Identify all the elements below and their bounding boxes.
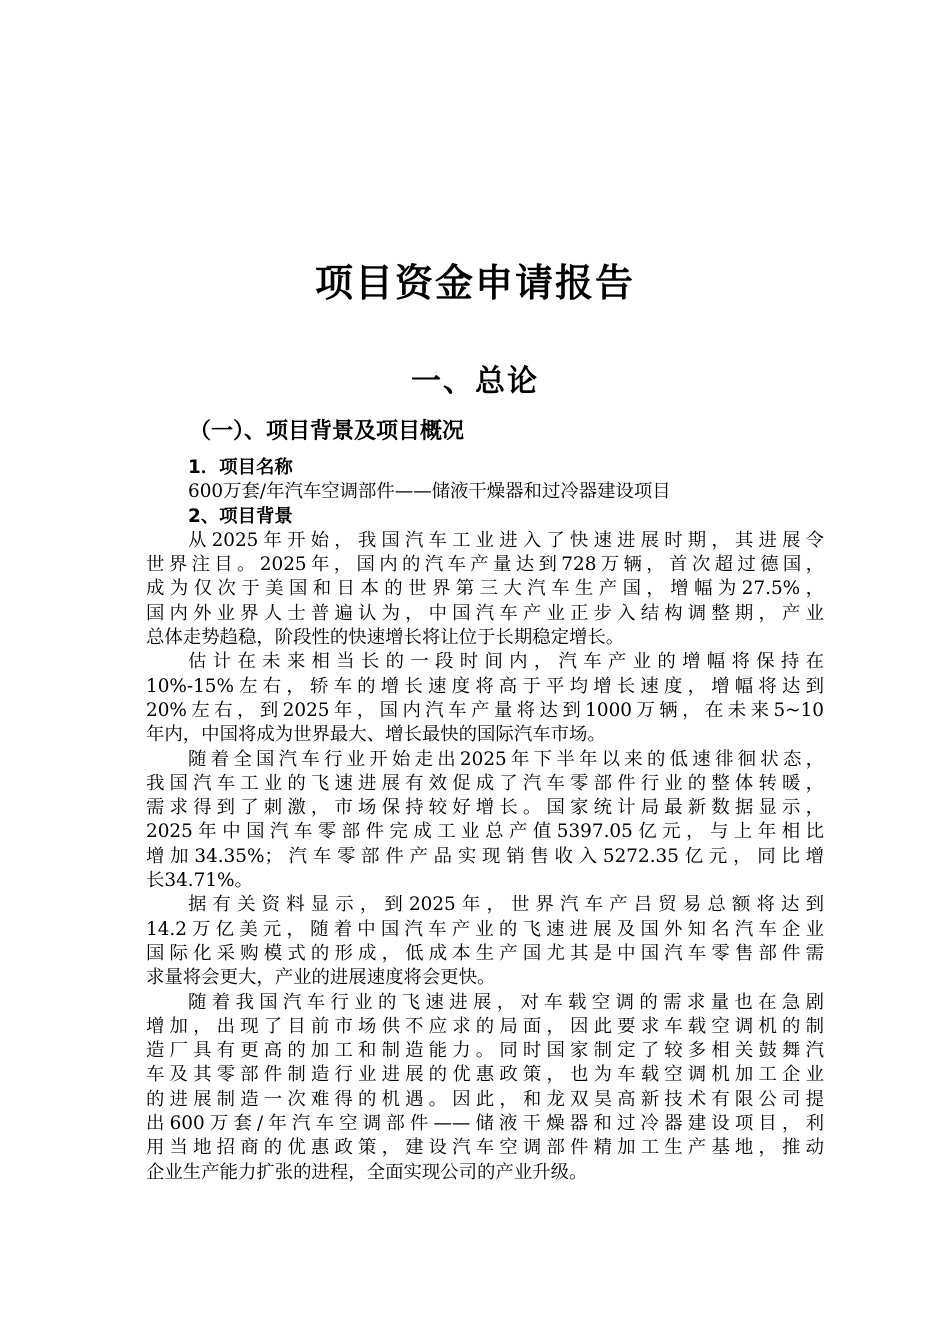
paragraph-line: 增加，出现了目前市场供不应求的局面，因此要求车载空调机的制 — [146, 1015, 824, 1037]
body-paragraph — [146, 529, 824, 650]
paragraph-line: 随着全国汽车行业开始走出2025年下半年以来的低速徘徊状态， — [188, 748, 824, 770]
paragraph-line: 出600万套/年汽车空调部件——储液干燥器和过冷器建设项目，利 — [146, 1113, 824, 1135]
document-title: 项目资金申请报告 — [314, 261, 635, 305]
body-paragraph — [146, 650, 824, 747]
report-body — [146, 456, 824, 1185]
paragraph-line: 世界注目。2025年，国内的汽车产量达到728万辆，首次超过德国， — [146, 554, 824, 576]
paragraph-line: 从2025年开始，我国汽车工业进入了快速进展时期，其进展令 — [188, 529, 824, 551]
paragraph-line: 长34.71%。 — [146, 870, 253, 892]
paragraph-line: 10%-15%左右，轿车的增长速度将高于平均增长速度，增幅将达到 — [146, 675, 824, 697]
project-name-text: 600万套/年汽车空调部件——储液干燥器和过冷器建设项目 — [188, 481, 671, 503]
paragraph-line: 国际化采购模式的形成，低成本生产国尤其是中国汽车零售部件需 — [146, 942, 824, 964]
paragraph-line: 国内外业界人士普遍认为，中国汽车产业正步入结构调整期，产业 — [146, 602, 824, 624]
paragraph-line: 据有关资料显示，到2025年，世界汽车产吕贸易总额将达到 — [188, 894, 824, 916]
paragraph-line: 我国汽车工业的飞速进展有效促成了汽车零部件行业的整体转暖， — [146, 772, 824, 794]
item2-heading: 2、项目背景 — [188, 505, 293, 527]
paragraph-line: 需求得到了刺激，市场保持较好增长。国家统计局最新数据显示， — [146, 797, 824, 819]
body-paragraph — [146, 991, 824, 1185]
paragraph-line: 年内，中国将成为世界最大、增长最快的国际汽车市场。 — [146, 724, 606, 746]
paragraph-line: 增加34.35%；汽车零部件产品实现销售收入5272.35亿元，同比增 — [146, 845, 824, 867]
section-title: （一）、项目背景及项目概况 — [189, 419, 465, 444]
paragraph-line: 成为仅次于美国和日本的世界第三大汽车生产国，增幅为27.5%， — [146, 578, 824, 600]
paragraph-line: 20%左右，到2025年，国内汽车产量将达到1000万辆，在未来5~10 — [146, 699, 824, 721]
paragraph-line: 14.2万亿美元，随着中国汽车产业的飞速进展及国外知名汽车企业 — [146, 918, 824, 940]
paragraph-line: 企业生产能力扩张的进程，全面实现公司的产业升级。 — [146, 1161, 588, 1183]
paragraph-line: 求量将会更大，产业的进展速度将会更快。 — [146, 967, 496, 989]
paragraph-line: 的进展制造一次难得的机遇。因此，和龙双昊高新技术有限公司提 — [146, 1088, 824, 1110]
paragraph-line: 用当地招商的优惠政策，建设汽车空调部件精加工生产基地，推动 — [146, 1137, 824, 1159]
chapter-title: 一、总论 — [411, 364, 539, 399]
paragraph-line: 造厂具有更高的加工和制造能力。同时国家制定了较多相关鼓舞汽 — [146, 1040, 824, 1062]
body-paragraph — [146, 893, 824, 990]
item1-heading: 1．项目名称 — [188, 457, 293, 478]
body-paragraph — [146, 748, 824, 894]
background-paragraphs — [146, 529, 824, 1185]
paragraph-line: 总体走势趋稳，阶段性的快速增长将让位于长期稳定增长。 — [146, 627, 625, 649]
paragraph-line: 估计在未来相当长的一段时间内，汽车产业的增幅将保持在 — [188, 651, 824, 673]
paragraph-line: 2025年中国汽车零部件完成工业总产值5397.05亿元，与上年相比 — [146, 821, 824, 843]
paragraph-line: 车及其零部件制造行业进展的优惠政策，也为车载空调机加工企业 — [146, 1064, 824, 1086]
paragraph-line: 随着我国汽车行业的飞速进展，对车载空调的需求量也在急剧 — [188, 991, 824, 1013]
